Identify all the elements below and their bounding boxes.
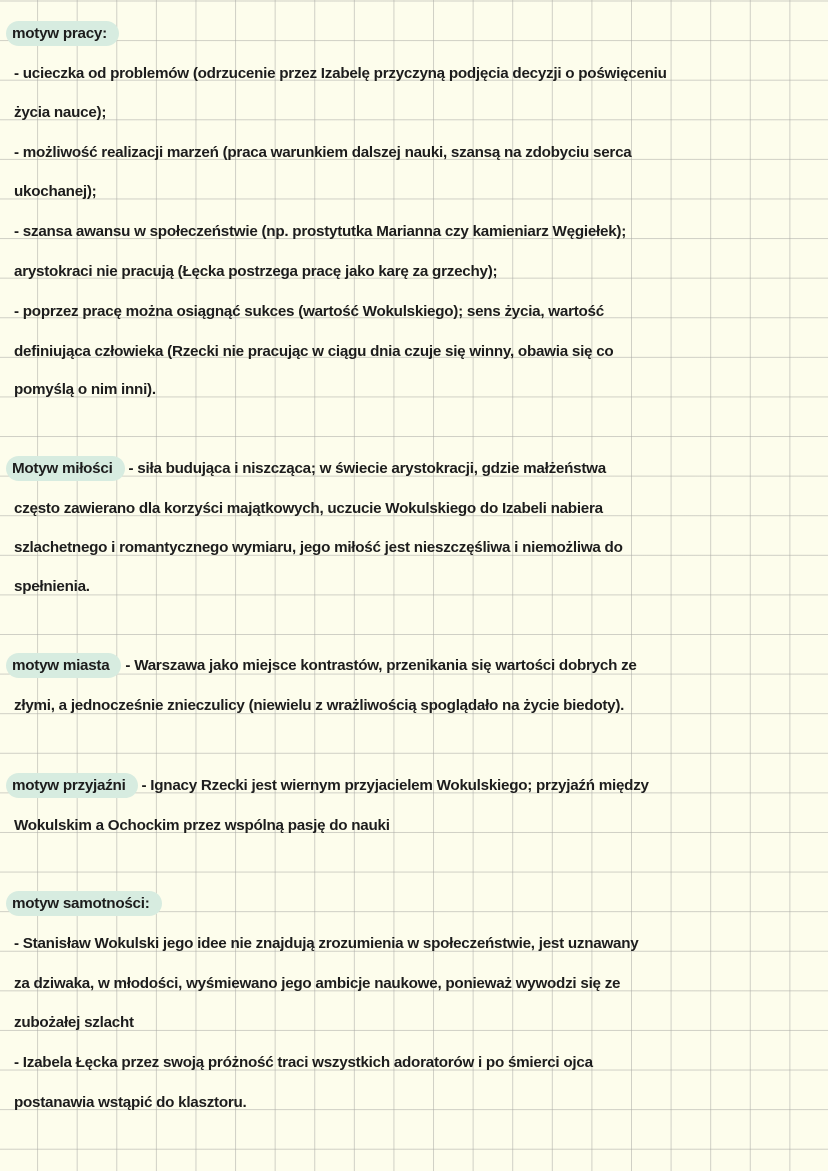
heading-continuation: - siła budująca i niszcząca; w świecie arystokracji, gdzie małżeństwa xyxy=(124,460,606,477)
text-line: - możliwość realizacji marzeń (praca warunkiem dalszej nauki, szansą na zdobyciu serca xyxy=(14,144,632,161)
text-line: złymi, a jednocześnie znieczulicy (niewielu z wrażliwością spoglądało na życie biedoty). xyxy=(14,697,625,714)
section-heading-line xyxy=(14,454,606,484)
text-line: zubożałej szlacht xyxy=(14,1014,134,1031)
text-line: - Stanisław Wokulski jego idee nie znajdują zrozumienia w społeczeństwie, jest uznawany xyxy=(14,935,639,952)
heading-highlight-milosc: Motyw miłości xyxy=(6,456,125,481)
text-line: często zawierano dla korzyści majątkowych, uczucie Wokulskiego do Izabeli nabiera xyxy=(14,500,603,517)
text-line: postanawia wstąpić do klasztoru. xyxy=(14,1094,247,1111)
text-line: Wokulskim a Ochockim przez wspólną pasję do nauki xyxy=(14,817,390,834)
heading-highlight-przyjazn: motyw przyjaźni xyxy=(6,773,138,798)
text-line: arystokraci nie pracują (Łęcka postrzega pracę jako karę za grzechy); xyxy=(14,263,498,280)
text-line: - ucieczka od problemów (odrzucenie przez Izabelę przyczyną podjęcia decyzji o poświęceniu xyxy=(14,65,667,82)
text-line: szlachetnego i romantycznego wymiaru, jego miłość jest nieszczęśliwa i niemożliwa do xyxy=(14,539,623,556)
text-line: życia nauce); xyxy=(14,104,107,121)
section-heading-line xyxy=(14,771,649,801)
heading-highlight-praca: motyw pracy: xyxy=(6,21,119,46)
text-line: - szansa awansu w społeczeństwie (np. prostytutka Marianna czy kamieniarz Węgiełek); xyxy=(14,223,627,240)
heading-continuation: - Ignacy Rzecki jest wiernym przyjacielem Wokulskiego; przyjaźń między xyxy=(137,777,649,794)
text-line: pomyślą o nim inni). xyxy=(14,381,156,398)
heading-highlight-samotnosc: motyw samotności: xyxy=(6,891,162,916)
text-line: za dziwaka, w młodości, wyśmiewano jego ambicje naukowe, ponieważ wywodzi się ze xyxy=(14,975,621,992)
text-line: - Izabela Łęcka przez swoją próżność traci wszystkich adoratorów i po śmierci ojca xyxy=(14,1054,593,1071)
text-line: definiująca człowieka (Rzecki nie pracując w ciągu dnia czuje się winny, obawia się co xyxy=(14,343,614,360)
text-line: - poprzez pracę można osiągnąć sukces (wartość Wokulskiego); sens życia, wartość xyxy=(14,303,604,320)
section-heading-line xyxy=(14,19,119,49)
heading-continuation: - Warszawa jako miejsce kontrastów, przenikania się wartości dobrych ze xyxy=(121,657,637,674)
heading-highlight-miasto: motyw miasta xyxy=(6,653,121,678)
section-heading-line xyxy=(14,889,162,919)
text-line: spełnienia. xyxy=(14,578,90,595)
text-line: ukochanej); xyxy=(14,183,97,200)
section-heading-line xyxy=(14,651,637,681)
